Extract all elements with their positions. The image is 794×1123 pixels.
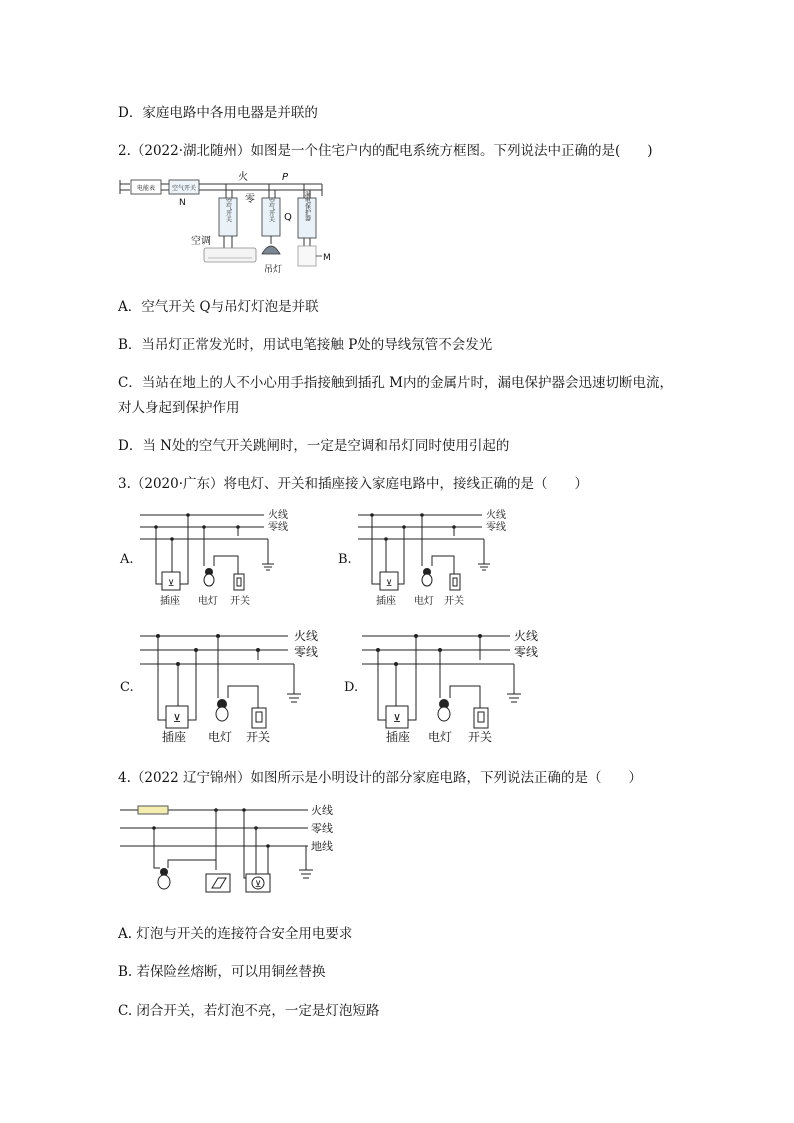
q4-circuit-diagram — [118, 798, 348, 898]
air-conditioner-label: 空调 — [191, 236, 211, 247]
q3-circuit-d — [360, 626, 560, 748]
q4-option-b: B. 若保险丝熔断，可以用铜丝替换 — [118, 964, 326, 980]
q4-option-a: A. 灯泡与开关的连接符合安全用电要求 — [118, 926, 353, 942]
q4-stem: 4.（2022 辽宁锦州）如图所示是小明设计的部分家庭电路，下列说法正确的是（ ） — [118, 770, 643, 786]
q2-option-d: D．当 N处的空气开关跳闸时，一定是空调和吊灯同时使用引起的 — [118, 438, 510, 454]
q2-stem: 2.（2022·湖北随州）如图是一个住宅户内的配电系统方框图。下列说法中正确的是( ) — [118, 143, 653, 159]
pendant-lamp-label: 吊灯 — [264, 265, 283, 275]
live-label: 火线 — [311, 804, 333, 817]
svg-text:⊻: ⊻ — [385, 579, 393, 589]
live-label: 火线 — [486, 510, 506, 521]
q3-option-b-letter: B. — [338, 552, 352, 567]
q3-stem: 3.（2020·广东）将电灯、开关和插座接入家庭电路中，接线正确的是（ ） — [118, 476, 589, 492]
q3-option-c-letter: C. — [120, 680, 134, 695]
n-label: N — [179, 198, 186, 208]
pendant-lamp-icon — [262, 246, 280, 254]
lamp-label: 电灯 — [198, 596, 218, 607]
live-label: 火线 — [268, 510, 288, 521]
lamp-label: 电灯 — [414, 596, 434, 607]
q4-option-c: C. 闭合开关，若灯泡不亮，一定是灯泡短路 — [118, 1003, 380, 1019]
live-label: 火 — [238, 172, 248, 183]
neutral-label: 零线 — [294, 645, 319, 659]
neutral-label: 零线 — [514, 645, 539, 659]
socket-label: 插座 — [386, 730, 411, 744]
q2-option-a: A．空气开关 Q与吊灯灯泡是并联 — [118, 299, 319, 315]
q3-circuit-b — [356, 506, 526, 608]
fuse-icon — [138, 806, 168, 814]
svg-text:⊻: ⊻ — [167, 579, 175, 589]
svg-text:⊻: ⊻ — [254, 880, 262, 890]
live-label: 火线 — [514, 629, 539, 643]
branch-switch-1-label: 空气开关 — [224, 198, 232, 222]
q2-distribution-diagram — [118, 166, 348, 278]
live-label: 火线 — [294, 629, 319, 643]
q3-option-a-letter: A. — [120, 552, 134, 567]
leakage-protector-label: 漏电保护器 — [303, 191, 311, 221]
lamp-label: 电灯 — [428, 730, 453, 744]
q1-option-d: D．家庭电路中各用电器是并联的 — [118, 105, 318, 121]
ground-label: 地线 — [311, 840, 333, 853]
switch-label: 开关 — [444, 596, 464, 607]
socket-m-icon — [298, 246, 316, 266]
q2-option-c: C．当站在地上的人不小心用手指接触到插孔 M内的金属片时，漏电保护器会迅速切断电流， — [118, 375, 673, 391]
m-label: M — [323, 253, 331, 263]
q2-option-b: B．当吊灯正常发光时，用试电笔接触 P处的导线氖管不会发光 — [118, 337, 493, 353]
q-label: Q — [284, 212, 292, 223]
neutral-label: 零线 — [486, 522, 506, 533]
q3-circuit-a — [138, 506, 308, 608]
branch-switch-2-label: 空气开关 — [267, 198, 275, 222]
p-label: P — [282, 172, 289, 183]
switch-label: 开关 — [468, 730, 493, 744]
air-conditioner-icon — [204, 248, 256, 262]
lamp-label: 电灯 — [208, 730, 233, 744]
q2-option-c-cont: 对人身起到保护作用 — [118, 400, 240, 416]
socket-label: 插座 — [376, 596, 396, 607]
switch-label: 开关 — [246, 730, 271, 744]
neutral-label: 零线 — [268, 522, 288, 533]
svg-text:⊻: ⊻ — [392, 712, 402, 725]
meter-label: 电能表 — [136, 185, 156, 192]
switch-label: 开关 — [230, 596, 250, 607]
neutral-label: 零 — [245, 194, 255, 205]
socket-label: 插座 — [162, 730, 187, 744]
neutral-label: 零线 — [311, 822, 333, 835]
svg-text:⊻: ⊻ — [172, 712, 182, 725]
socket-label: 插座 — [160, 596, 180, 607]
q3-circuit-c — [138, 626, 338, 748]
q3-option-d-letter: D. — [344, 680, 359, 695]
main-switch-label: 空气开关 — [171, 185, 197, 192]
